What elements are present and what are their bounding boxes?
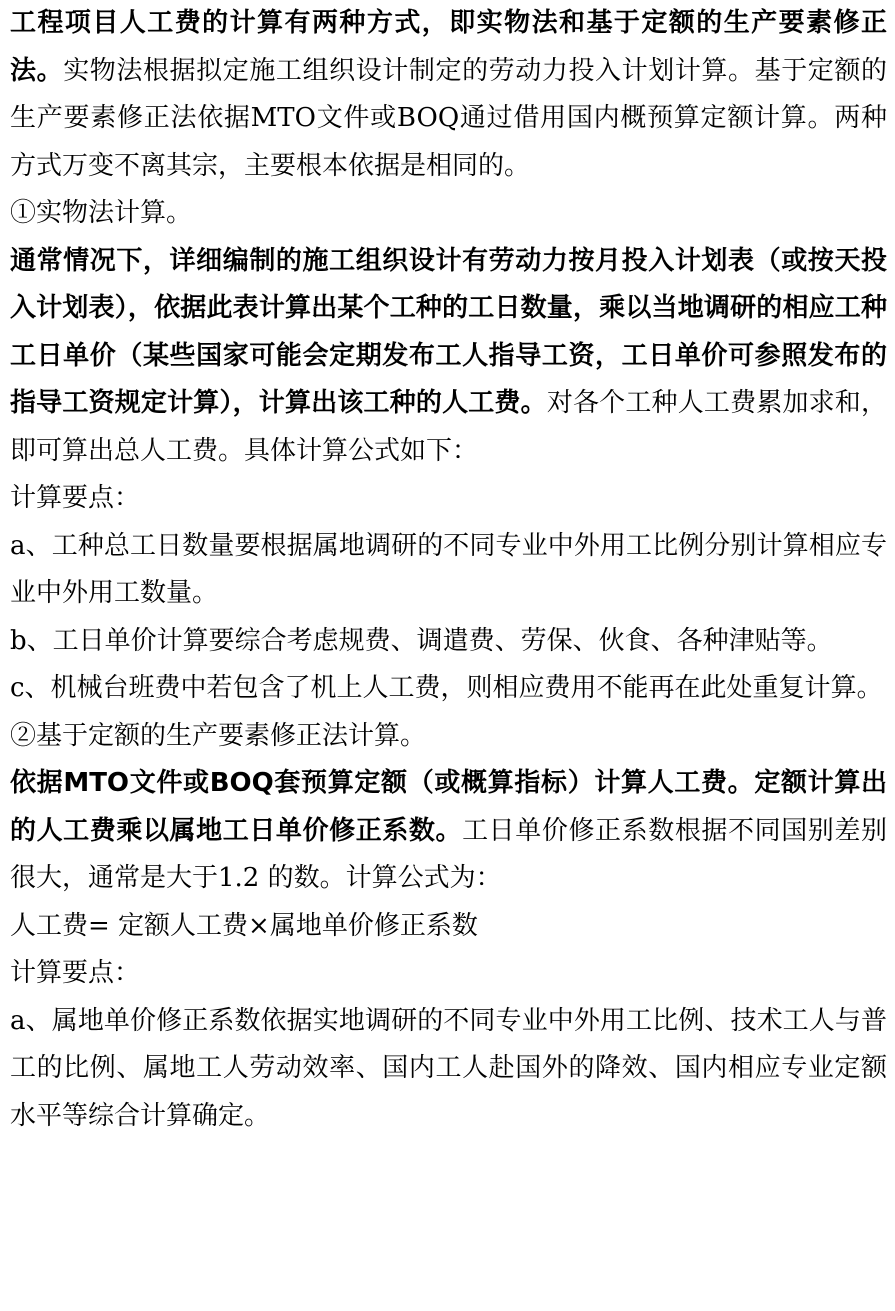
section-heading-physical-method — [10, 190, 887, 238]
paragraph-quota-method-text: 工日单价修正系数根据不同国别差别很大，通常是大于1.2 的数。计算公式为： — [10, 815, 887, 893]
key-points-label-text: 计算要点： — [10, 483, 141, 513]
key-point-a-text: a、工种总工日数量要根据属地调研的不同专业中外用工比例分别计算相应专业中外用工数量。 — [10, 530, 887, 608]
key-point-b-text: b、工日单价计算要综合考虑规费、调遣费、劳保、伙食、各种津贴等。 — [10, 625, 833, 656]
section-heading-quota-method — [10, 713, 887, 761]
paragraph-physical-method-bold: 通常情况下，详细编制的施工组织设计有劳动力按月投入计划表（或按天投入计划表），依据此表计算出某个工种的工日数量，乘以当地调研的相应工种工日单价（某些国家可能会定期发布工人指导工资，工日单价可参照发布的指导工资规定计算），计算出该工种的人工费。 — [10, 245, 887, 418]
key-point-a — [10, 523, 887, 618]
key-points-label-2-text: 计算要点： — [10, 958, 141, 988]
section-heading-quota-method-text: ②基于定额的生产要素修正法计算。 — [10, 720, 427, 751]
key-point-a-2 — [10, 998, 887, 1141]
paragraph-intro-bold: 工程项目人工费的计算有两种方式，即实物法和基于定额的生产要素修正法。 — [10, 8, 887, 86]
paragraph-physical-method — [10, 238, 887, 476]
key-points-label — [10, 475, 887, 523]
key-point-c-text: c、机械台班费中若包含了机上人工费，则相应费用不能再在此处重复计算。 — [10, 673, 883, 703]
paragraph-intro — [10, 0, 887, 190]
formula-text: 人工费= 定额人工费×属地单价修正系数 — [10, 910, 478, 941]
paragraph-quota-method-bold: 依据MTO文件或BOQ套预算定额（或概算指标）计算人工费。定额计算出的人工费乘以属地工日单价修正系数。 — [10, 768, 887, 846]
section-heading-physical-method-text: ①实物法计算。 — [10, 198, 193, 228]
key-point-c — [10, 665, 887, 713]
document-page — [10, 0, 887, 1140]
paragraph-intro-text: 实物法根据拟定施工组织设计制定的劳动力投入计划计算。基于定额的生产要素修正法依据MTO文件或BOQ通过借用国内概预算定额计算。两种方式万变不离其宗，主要根本依据是相同的。 — [10, 55, 887, 181]
key-point-b — [10, 618, 887, 666]
formula — [10, 903, 887, 951]
key-point-a-2-text: a、属地单价修正系数依据实地调研的不同专业中外用工比例、技术工人与普工的比例、属地工人劳动效率、国内工人赴国外的降效、国内相应专业定额水平等综合计算确定。 — [10, 1005, 887, 1131]
paragraph-physical-method-text: 对各个工种人工费累加求和，即可算出总人工费。具体计算公式如下： — [10, 388, 887, 466]
key-points-label-2 — [10, 950, 887, 998]
paragraph-quota-method — [10, 760, 887, 903]
